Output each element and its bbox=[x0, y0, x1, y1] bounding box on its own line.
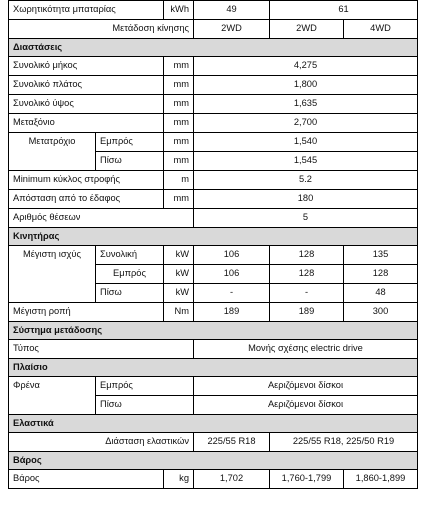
section-dimensions bbox=[9, 39, 418, 57]
track-front-row bbox=[9, 133, 418, 152]
table-cell: 300 bbox=[344, 303, 418, 322]
spec-table-body bbox=[9, 1, 418, 489]
table-cell: Συνολικό πλάτος bbox=[9, 76, 164, 95]
table-cell: 1,545 bbox=[194, 152, 418, 171]
table-cell: 4,275 bbox=[194, 57, 418, 76]
table-cell: 1,800 bbox=[194, 76, 418, 95]
table-cell: Βάρος bbox=[9, 470, 164, 489]
max-torque-row bbox=[9, 303, 418, 322]
table-cell: Αριθμός θέσεων bbox=[9, 209, 194, 228]
tyre-size-row bbox=[9, 433, 418, 452]
table-cell: 135 bbox=[344, 246, 418, 265]
table-cell: Μονής σχέσης electric drive bbox=[194, 340, 418, 359]
table-cell: 4WD bbox=[344, 20, 418, 39]
table-cell: Μετάδοση κίνησης bbox=[9, 20, 194, 39]
table-cell: mm bbox=[164, 76, 194, 95]
table-cell: 189 bbox=[194, 303, 270, 322]
table-cell: Πίσω bbox=[96, 152, 164, 171]
table-cell: Μεταξόνιο bbox=[9, 114, 164, 133]
table-cell: Χωρητικότητα μπαταρίας bbox=[9, 1, 164, 20]
section-title: Πλαίσιο bbox=[9, 359, 418, 377]
table-cell: Μέγιστη ισχύς bbox=[9, 246, 96, 303]
ground-clearance-row bbox=[9, 190, 418, 209]
table-cell: 1,760-1,799 bbox=[270, 470, 344, 489]
table-cell: mm bbox=[164, 133, 194, 152]
wheelbase-row bbox=[9, 114, 418, 133]
table-cell: Συνολικό μήκος bbox=[9, 57, 164, 76]
table-cell: Minimum κύκλος στροφής bbox=[9, 171, 164, 190]
table-cell: Μέγιστη ροπή bbox=[9, 303, 164, 322]
section-title: Διαστάσεις bbox=[9, 39, 418, 57]
table-cell: 225/55 R18, 225/50 R19 bbox=[270, 433, 418, 452]
section-title: Βάρος bbox=[9, 452, 418, 470]
table-cell: Πίσω bbox=[96, 284, 164, 303]
table-cell: kW bbox=[164, 284, 194, 303]
table-cell: Απόσταση από το έδαφος bbox=[9, 190, 164, 209]
table-cell: m bbox=[164, 171, 194, 190]
table-cell: 106 bbox=[194, 246, 270, 265]
table-cell: 2WD bbox=[194, 20, 270, 39]
table-cell: 1,635 bbox=[194, 95, 418, 114]
section-title: Σύστημα μετάδοσης bbox=[9, 322, 418, 340]
table-cell: 5 bbox=[194, 209, 418, 228]
table-cell: Nm bbox=[164, 303, 194, 322]
battery-capacity-row bbox=[9, 1, 418, 20]
table-cell: - bbox=[194, 284, 270, 303]
table-cell: Πίσω bbox=[96, 396, 194, 415]
table-cell: - bbox=[270, 284, 344, 303]
section-chassis bbox=[9, 359, 418, 377]
table-cell: 106 bbox=[194, 265, 270, 284]
table-cell: Συνολική bbox=[96, 246, 164, 265]
spec-table bbox=[8, 0, 418, 489]
section-weight bbox=[9, 452, 418, 470]
table-cell: Μετατρόχιο bbox=[9, 133, 96, 171]
table-cell: kW bbox=[164, 265, 194, 284]
table-cell: mm bbox=[164, 152, 194, 171]
table-cell: Εμπρός bbox=[96, 133, 164, 152]
table-cell: 180 bbox=[194, 190, 418, 209]
section-title: Ελαστικά bbox=[9, 415, 418, 433]
table-cell: 128 bbox=[344, 265, 418, 284]
section-tyres bbox=[9, 415, 418, 433]
table-cell: 2WD bbox=[270, 20, 344, 39]
section-motor bbox=[9, 228, 418, 246]
table-cell: kW bbox=[164, 246, 194, 265]
table-cell: kWh bbox=[164, 1, 194, 20]
table-cell: 49 bbox=[194, 1, 270, 20]
seats-row bbox=[9, 209, 418, 228]
overall-height-row bbox=[9, 95, 418, 114]
brakes-front-row bbox=[9, 377, 418, 396]
turning-circle-row bbox=[9, 171, 418, 190]
weight-row bbox=[9, 470, 418, 489]
drivetrain-row bbox=[9, 20, 418, 39]
table-cell: 2,700 bbox=[194, 114, 418, 133]
table-cell: Τύπος bbox=[9, 340, 194, 359]
table-cell: Φρένα bbox=[9, 377, 96, 415]
overall-length-row bbox=[9, 57, 418, 76]
table-cell: 5.2 bbox=[194, 171, 418, 190]
table-cell: kg bbox=[164, 470, 194, 489]
table-cell: 61 bbox=[270, 1, 418, 20]
max-power-total-row bbox=[9, 246, 418, 265]
table-cell: Αεριζόμενοι δίσκοι bbox=[194, 396, 418, 415]
table-cell: 1,702 bbox=[194, 470, 270, 489]
table-cell: mm bbox=[164, 190, 194, 209]
table-cell: 1,860-1,899 bbox=[344, 470, 418, 489]
table-cell: Εμπρός bbox=[96, 377, 194, 396]
table-cell: 225/55 R18 bbox=[194, 433, 270, 452]
table-cell: 128 bbox=[270, 246, 344, 265]
table-cell: Αεριζόμενοι δίσκοι bbox=[194, 377, 418, 396]
section-title: Κινητήρας bbox=[9, 228, 418, 246]
table-cell: 189 bbox=[270, 303, 344, 322]
transmission-type-row bbox=[9, 340, 418, 359]
table-cell: 48 bbox=[344, 284, 418, 303]
table-cell: mm bbox=[164, 95, 194, 114]
section-transmission bbox=[9, 322, 418, 340]
table-cell: mm bbox=[164, 114, 194, 133]
table-cell: Διάσταση ελαστικών bbox=[9, 433, 194, 452]
overall-width-row bbox=[9, 76, 418, 95]
table-cell: 1,540 bbox=[194, 133, 418, 152]
table-cell: Συνολικό ύψος bbox=[9, 95, 164, 114]
table-cell: Εμπρός bbox=[96, 265, 164, 284]
table-cell: 128 bbox=[270, 265, 344, 284]
table-cell: mm bbox=[164, 57, 194, 76]
